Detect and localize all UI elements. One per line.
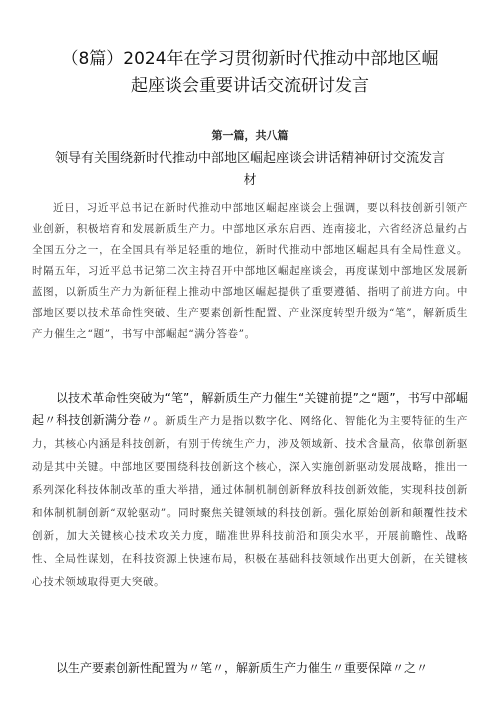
article-heading-line2: 材 — [243, 173, 257, 188]
paragraph-2-text: 新质生产力是指以数字化、网络化、智能化为主要特征的生产力，其核心内涵是科技创新，有别于传统生产力，涉及领域新、技术含量高，依靠创新驱动是其中关键。中部地区要围绕科技创新这个核心，深入实施创新驱动发展战略，推出一系列深化科技体制改革的重大举措，通过体制机制创新释放科技创新效能，实现科技创新和体制机制创新“双轮驱动”。同时聚焦关键领域的科技创新。强化原始创新和颠覆性技术创新，加大关键核心技术攻关力度，瞄准世界科技前沿和顶尖水平，开展前瞻性、战略性、全局性谋划，在科技资源上快速布局，积极在基础科技领域作出更大创新，在关键核心技术领域取得更大突破。 — [32, 415, 468, 588]
paragraph-2-lead: 以技术革命性突破为“笔”，解新质生产力催生“关键前提”之“题”，书写中部崛起〃科技创新满分卷〃。 — [32, 391, 468, 427]
paragraph-1 — [32, 198, 468, 384]
paragraph-1-text: 近日，习近平总书记在新时代推动中部地区崛起座谈会上强调，要以科技创新引领产业创新，积极培育和发展新质生产力。中部地区承东启西、连南接北，六省经济总量约占全国五分之一，在全国具有举足轻重的地位，新时代推动中部地区崛起具有全局性意义。时隔五年，习近平总书记第二次主持召开中部地区崛起座谈会，再度谋划中部地区发展新蓝图，以新质生产力为新征程上推动中部地区崛起提供了重要遵循、指明了前进方向。中部地区要以技术革命性突破、生产要素创新性配置、产业深度转型升级为“笔”，解新质生产力催生之“题”，书写中部崛起“满分答卷”。 — [32, 202, 468, 340]
document-title-line1: （8篇）2024年在学习贯彻新时代推动中部地区崛 — [61, 49, 439, 69]
paragraph-2 — [32, 387, 468, 647]
document-title-line2: 起座谈会重要讲话交流研讨发言 — [131, 76, 369, 96]
paragraph-3-lead: 以生产要素创新性配置为〃笔〃，解新质生产力催生〃重要保障〃之〃 — [56, 661, 429, 675]
section-label: 第一篇，共八篇 — [211, 129, 289, 142]
paragraph-3-lead-block — [32, 657, 468, 679]
article-heading-line1: 领导有关围绕新时代推动中部地区崛起座谈会讲话精神研讨交流发言 — [54, 151, 445, 166]
